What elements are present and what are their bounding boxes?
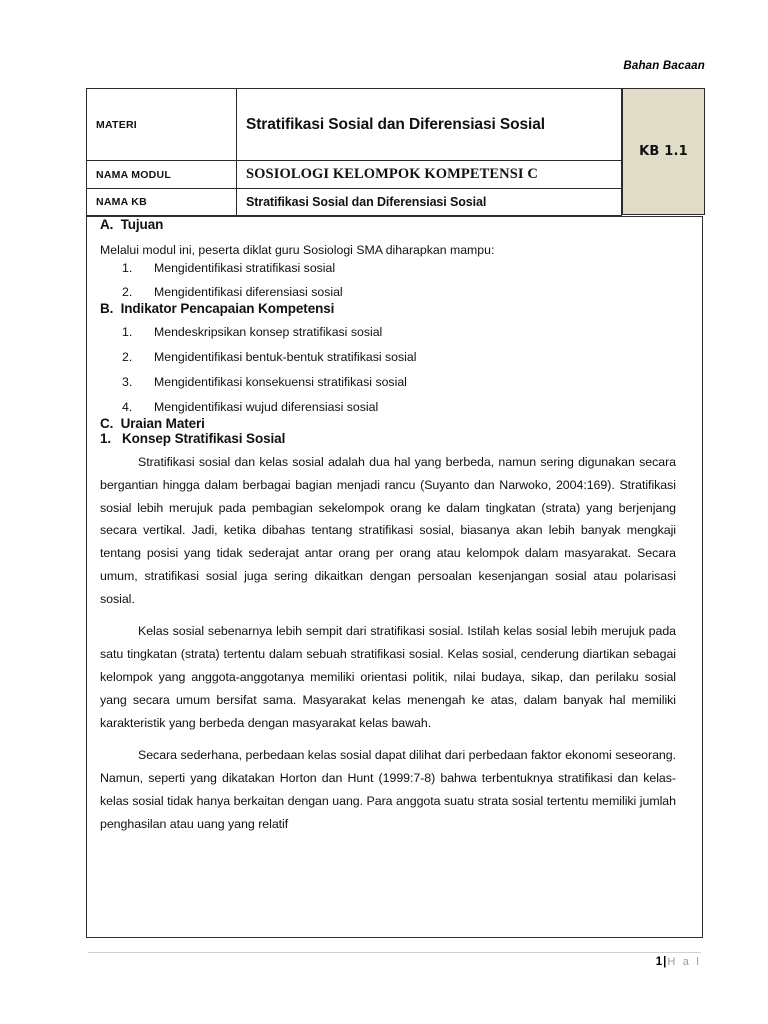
kb-badge-label: KB 1.1 [639, 144, 688, 159]
header-label-nama-modul: NAMA MODUL [87, 161, 237, 189]
list-item-label: Mengidentifikasi bentuk-bentuk stratifikasi sosial [154, 349, 417, 364]
document-header-block [86, 88, 705, 215]
running-head: Bahan Bacaan [623, 60, 705, 72]
list-item-label: Mengidentifikasi wujud diferensiasi sosial [154, 399, 379, 414]
header-label-materi: MATERI [87, 89, 237, 161]
list-item-number: 1. [122, 324, 133, 339]
list-item-label: Mendeskripsikan konsep stratifikasi sosial [154, 324, 383, 339]
list-item-number: 3. [122, 374, 133, 389]
page-footer [88, 956, 701, 968]
section-a-lead: Melalui modul ini, peserta diklat guru Sosiologi SMA diharapkan mampu: [100, 243, 495, 257]
header-label-nama-kb: NAMA KB [87, 189, 237, 216]
footer-divider [88, 952, 701, 953]
table-row [87, 161, 622, 189]
list-item-number: 1. [122, 260, 133, 275]
section-a-list [100, 261, 676, 301]
header-info-table [86, 88, 622, 216]
list-item [100, 350, 676, 366]
section-heading-a: A. Tujuan [100, 217, 164, 232]
list-item [100, 400, 676, 416]
list-item [100, 285, 676, 301]
list-item-number: 2. [122, 349, 133, 364]
body-paragraph: Stratifikasi sosial dan kelas sosial adalah dua hal yang berbeda, namun sering digunakan secara bergantian hingga dalam berbagai bagian menjadi rancu (Suyanto dan Narwoko, 2004:169). Stratifikasi sosial lebih merujuk pada pembagian sekelompok orang ke dalam tingkatan (strata) yang berjenjang secara vertikal. Jadi, ketika dibahas tentang stratifikasi sosial, biasanya akan lebih banyak mengkaji tentang posisi yang tidak sederajat antar orang per orang atau kelompok dalam masyarakat. Secara umum, stratifikasi sosial juga sering dikaitkan dengan persoalan kesenjangan sosial atau polarisasi sosial. [100, 454, 676, 607]
section-heading-c: C. Uraian Materi [100, 415, 205, 431]
body-paragraph: Secara sederhana, perbedaan kelas sosial dapat dilihat dari perbedaan faktor ekonomi seseorang. Namun, seperti yang dikatakan Horton dan Hunt (1999:7-8) bahwa terbentuknya stratifikasi dan kelas-kelas sosial tidak hanya berkaitan dengan uang. Para anggota suatu strata sosial tertentu memiliki jumlah penghasilan atau uang yang relatif [100, 747, 676, 831]
footer-page-number: 1 [655, 956, 663, 968]
content-frame [86, 216, 703, 938]
kb-badge [622, 88, 705, 215]
list-item [100, 261, 676, 277]
header-value-nama-modul: SOSIOLOGI KELOMPOK KOMPETENSI C [237, 161, 622, 189]
section-heading-b: B. Indikator Pencapaian Kompetensi [100, 300, 335, 316]
section-b-list [100, 325, 676, 416]
header-value-nama-kb: Stratifikasi Sosial dan Diferensiasi Sosial [237, 189, 622, 216]
list-item-label: Mengidentifikasi konsekuensi stratifikasi sosial [154, 374, 407, 389]
list-item [100, 375, 676, 391]
list-item-number: 4. [122, 399, 133, 414]
footer-label: H a l [667, 956, 701, 968]
header-value-materi: Stratifikasi Sosial dan Diferensiasi Sosial [237, 89, 622, 161]
list-item-label: Mengidentifikasi stratifikasi sosial [154, 260, 336, 275]
subsection-heading-c1: 1. Konsep Stratifikasi Sosial [100, 430, 286, 446]
list-item-label: Mengidentifikasi diferensiasi sosial [154, 284, 343, 299]
footer-separator: | [663, 956, 667, 968]
body-paragraph: Kelas sosial sebenarnya lebih sempit dari stratifikasi sosial. Istilah kelas sosial lebih merujuk pada satu tingkatan (strata) tertentu dalam sebuah stratifikasi sosial. Kelas sosial, cenderung diartikan sebagai kelompok yang anggota-anggotanya memiliki orientasi politik, nilai budaya, sikap, dan perilaku sosial yang secara umum bersifat sama. Masyarakat kelas menengah ke atas, dalam banyak hal memiliki karakteristik yang berbeda dengan masyarakat kelas bawah. [100, 624, 676, 730]
list-item [100, 325, 676, 341]
table-row [87, 189, 622, 216]
list-item-number: 2. [122, 284, 133, 299]
table-row [87, 89, 622, 161]
